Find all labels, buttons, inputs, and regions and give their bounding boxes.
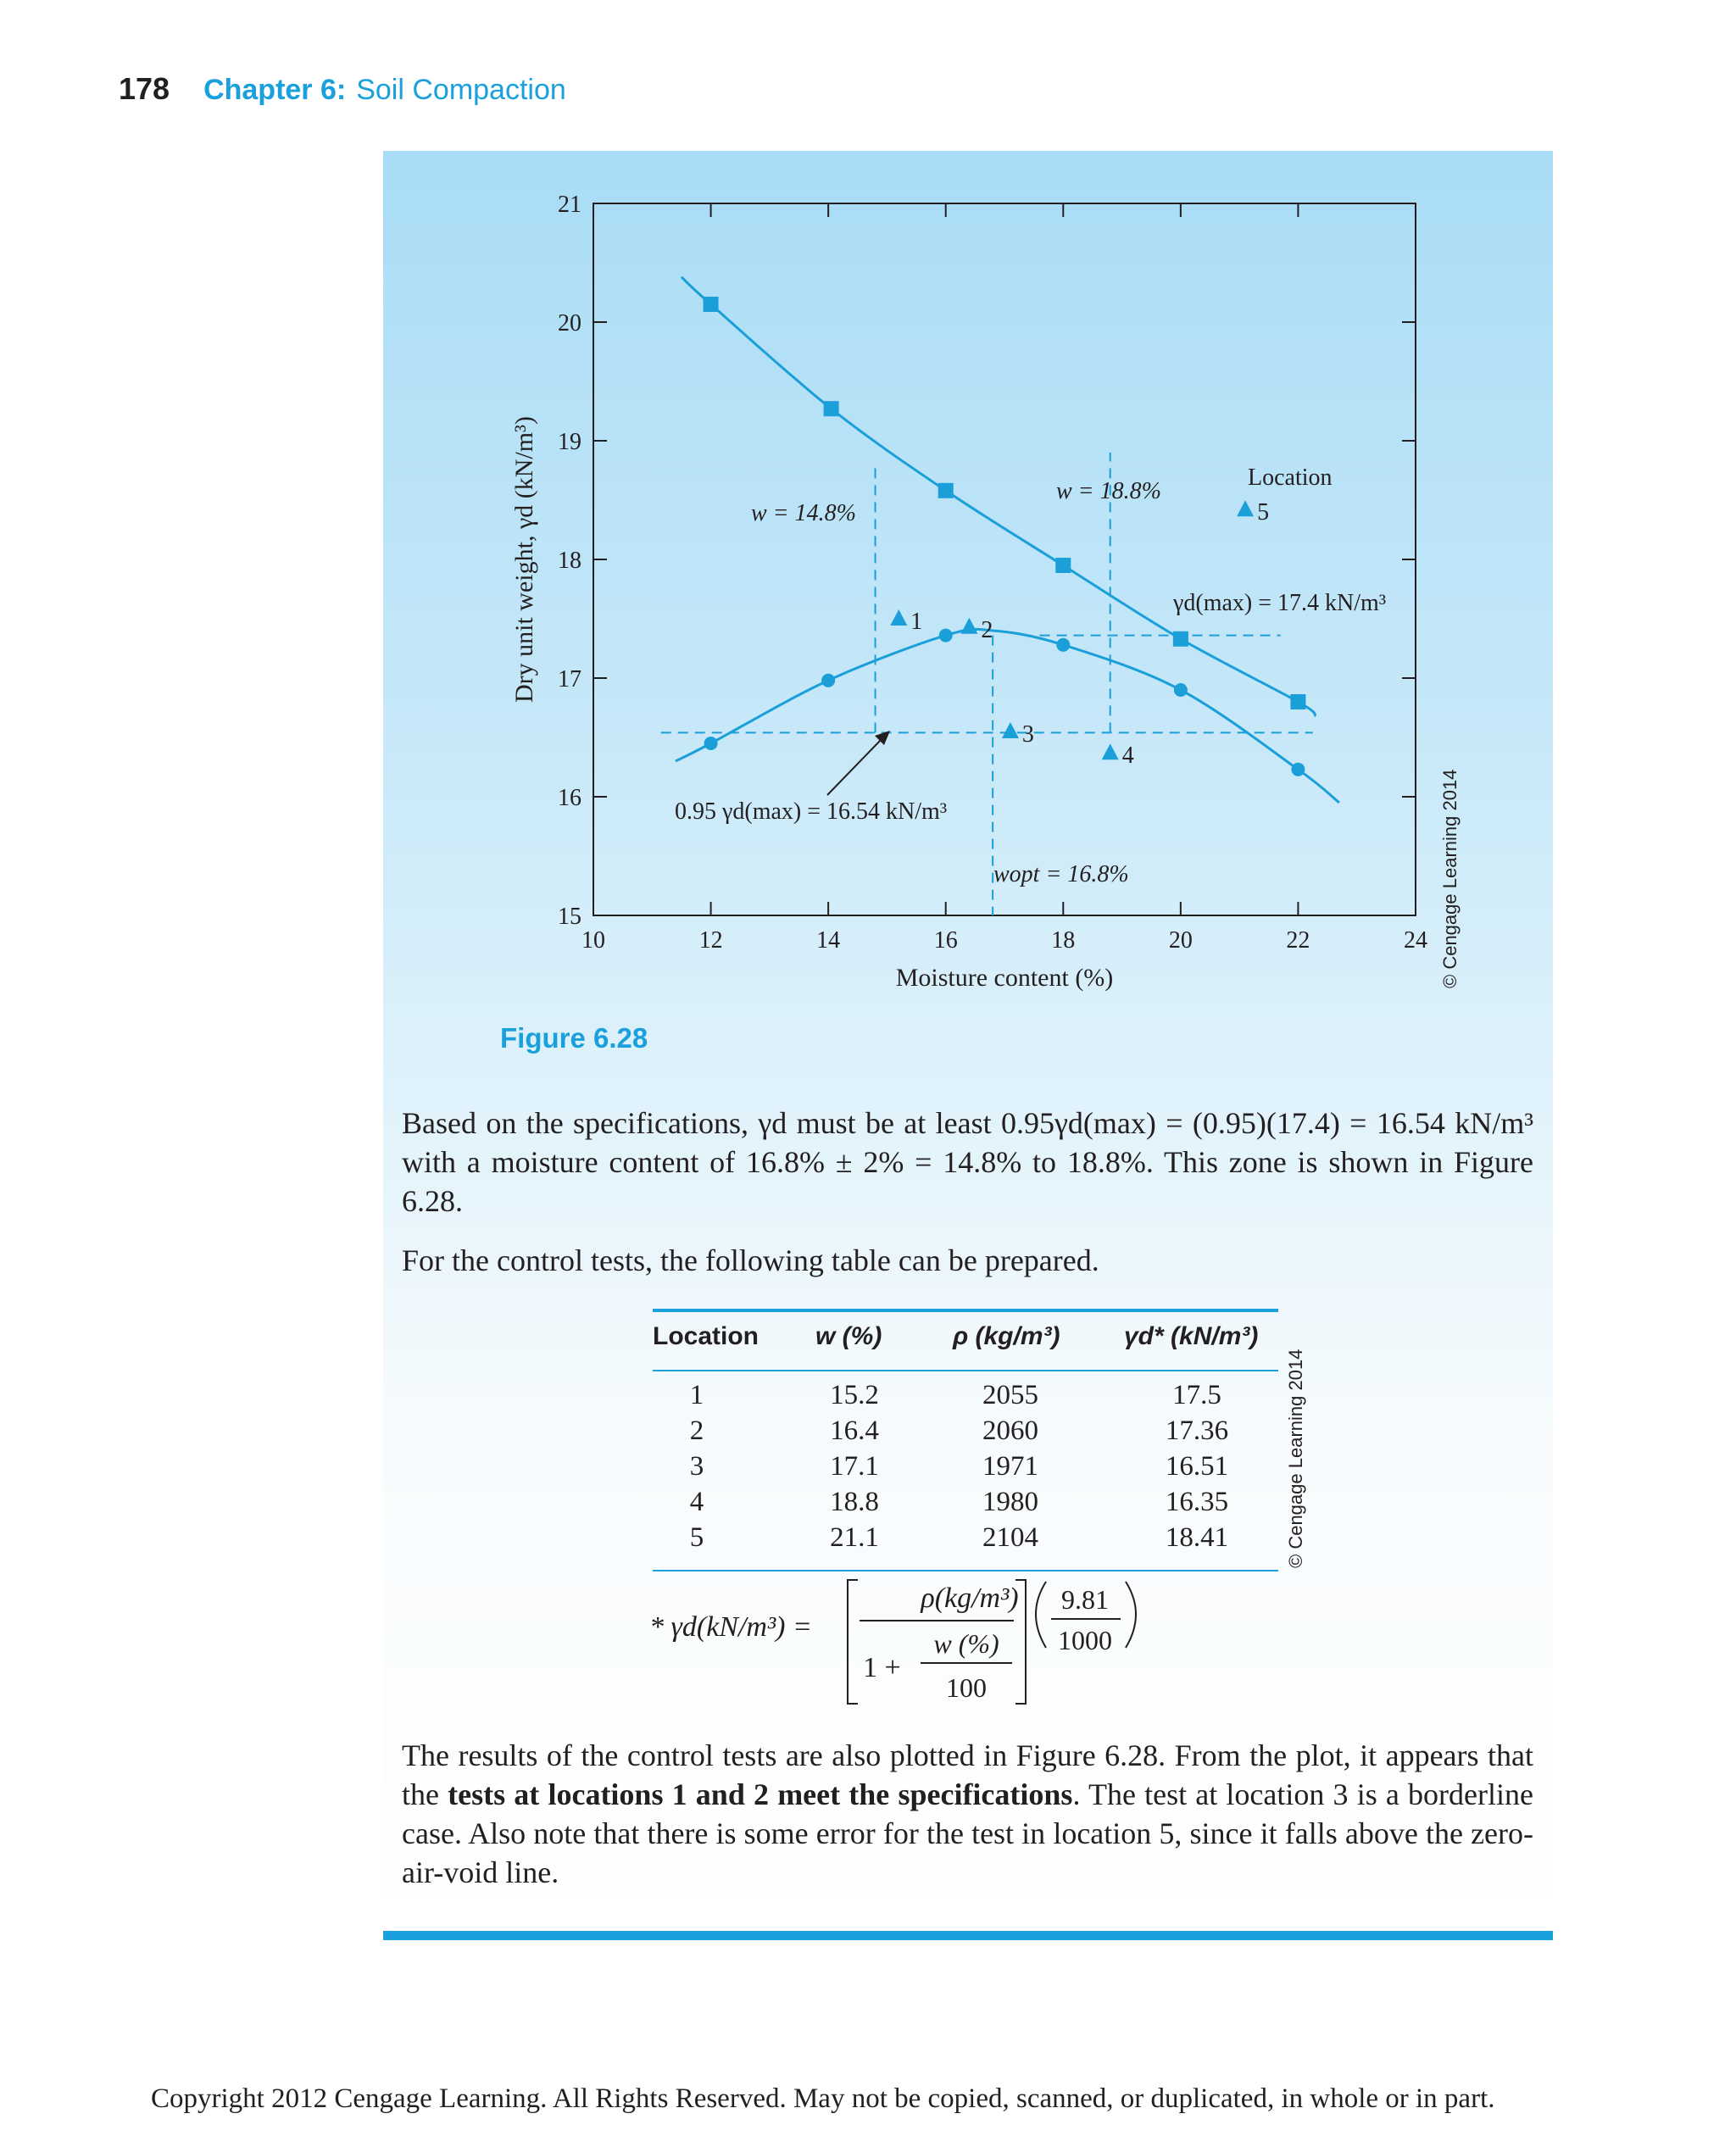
table-cell: 5 <box>689 1522 704 1553</box>
triangle-label-3: 3 <box>1021 721 1034 748</box>
square-marker <box>704 297 719 312</box>
x-axis-label: Moisture content (%) <box>895 964 1114 992</box>
results-text-b: . The test at location 3 is a borderline case. Also note that there is some error for the test in location 5, since it falls above the zero-air-void line. <box>402 1777 1533 1889</box>
circle-marker <box>704 737 718 750</box>
table-cell: 18.8 <box>830 1487 879 1517</box>
panel-bottom-rule <box>383 1931 1553 1940</box>
triangle-marker-3 <box>1002 722 1019 738</box>
x-tick-label: 18 <box>1051 927 1076 954</box>
annotation-w-low: w = 14.8% <box>751 500 856 526</box>
annotation-gamma-095: 0.95 γd(max) = 16.54 kN/m³ <box>675 798 948 825</box>
table-header-location: Location <box>653 1322 759 1350</box>
table-top-rule <box>653 1309 1278 1312</box>
triangle-label-1: 1 <box>910 609 923 635</box>
circle-marker <box>1056 638 1070 652</box>
table-cell: 16.4 <box>830 1416 879 1446</box>
circle-marker <box>821 674 835 687</box>
y-tick-label: 15 <box>558 904 581 930</box>
table-cell: 1 <box>689 1380 704 1410</box>
formula-factor-num: 9.81 <box>1061 1584 1109 1615</box>
table-credit: © Cengage Learning 2014 <box>1285 1349 1306 1568</box>
copyright-footer: Copyright 2012 Cengage Learning. All Rights Reserved. May not be copied, scanned, or duplicated, in whole or in part. <box>151 2083 1495 2114</box>
chapter-title: Soil Compaction <box>356 74 566 106</box>
y-tick-label: 17 <box>558 666 581 692</box>
circle-marker <box>1291 763 1305 776</box>
x-tick-label: 14 <box>816 927 841 954</box>
table-cell: 16.35 <box>1165 1487 1229 1517</box>
markers <box>704 297 1306 776</box>
table-header-w: w (%) <box>815 1322 882 1350</box>
triangle-marker-2 <box>960 618 977 634</box>
triangle-marker-1 <box>890 609 907 626</box>
x-tick-label: 24 <box>1404 927 1427 954</box>
square-marker <box>1055 558 1071 573</box>
paragraph-results <box>402 1736 1533 1892</box>
y-tick-label: 21 <box>558 192 581 218</box>
page-number: 178 <box>119 71 170 106</box>
table-cell: 2 <box>689 1416 704 1446</box>
square-marker <box>1173 631 1188 647</box>
table-cell: 18.41 <box>1165 1522 1229 1553</box>
y-tick-label: 19 <box>558 429 581 455</box>
formula-w-num: w (%) <box>933 1628 999 1659</box>
square-marker <box>938 483 954 498</box>
results-text-bold: tests at locations 1 and 2 meet the specifications <box>448 1777 1073 1811</box>
x-tick-label: 22 <box>1286 927 1310 954</box>
annotation-gamma-max: γd(max) = 17.4 kN/m³ <box>1173 590 1387 616</box>
square-marker <box>824 401 839 416</box>
x-tick-label: 12 <box>698 927 723 954</box>
table-cell: 1980 <box>982 1487 1038 1517</box>
table-cell: 2060 <box>982 1416 1038 1446</box>
annotation-w-high: w = 18.8% <box>1056 478 1161 504</box>
y-tick-label: 16 <box>558 785 581 811</box>
results-text-a: The results of the control tests are also plotted in Figure 6.28. From the plot, it appears that the <box>402 1738 1533 1811</box>
square-marker <box>1290 694 1305 709</box>
y-tick-label: 20 <box>558 310 581 337</box>
triangle-label-5: 5 <box>1257 499 1270 526</box>
table-bottom-rule <box>653 1570 1278 1571</box>
table-cell: 16.51 <box>1165 1451 1229 1482</box>
annotation-arrow-line <box>827 739 882 795</box>
formula-factor-den: 1000 <box>1058 1625 1112 1655</box>
curve-series-1 <box>676 629 1339 803</box>
triangle-label-2: 2 <box>981 616 993 643</box>
curves <box>676 277 1339 803</box>
annotation-location-title: Location <box>1248 464 1333 491</box>
table-cell: 15.2 <box>830 1380 879 1410</box>
triangle-marker-5 <box>1237 500 1254 516</box>
figure-credit: © Cengage Learning 2014 <box>1439 769 1461 988</box>
table-cell: 4 <box>689 1487 704 1517</box>
table-cell: 2104 <box>982 1522 1038 1553</box>
compaction-chart <box>0 0 1736 1060</box>
chapter-label: Chapter 6: <box>203 74 347 106</box>
table-cell: 1971 <box>982 1451 1038 1482</box>
table-header-rule <box>653 1370 1278 1371</box>
table-cell: 3 <box>689 1451 704 1482</box>
y-tick-label: 18 <box>558 548 581 574</box>
table-cell: 17.5 <box>1172 1380 1221 1410</box>
formula-one-plus: 1 + <box>863 1652 901 1683</box>
table-cell: 17.1 <box>830 1451 879 1482</box>
paragraph-table-intro: For the control tests, the following table can be prepared. <box>402 1243 1099 1277</box>
formula-lhs: * γd(kN/m³) = <box>649 1611 812 1643</box>
circle-marker <box>1174 683 1188 697</box>
table-cell: 2055 <box>982 1380 1038 1410</box>
triangle-label-4: 4 <box>1121 743 1134 770</box>
y-axis-label: Dry unit weight, γd (kN/m³) <box>510 415 538 704</box>
formula-numerator: ρ(kg/m³) <box>921 1582 1019 1614</box>
formula-w-den: 100 <box>946 1672 987 1703</box>
table-cell: 21.1 <box>830 1522 879 1553</box>
triangle-marker-4 <box>1102 743 1119 759</box>
figure-caption: Figure 6.28 <box>500 1022 648 1054</box>
table-cell: 17.36 <box>1165 1416 1229 1446</box>
x-tick-label: 20 <box>1168 927 1193 954</box>
paragraph-specification: Based on the specifications, γd must be at least 0.95γd(max) = (0.95)(17.4) = 16.54 kN/m³ with a moisture content of 16.8% ± 2% = 14.8% to 18.8%. This zone is shown in Figure 6.28. <box>402 1106 1533 1218</box>
x-tick-label: 16 <box>933 927 958 954</box>
curve-series-0 <box>682 277 1316 716</box>
circle-marker <box>939 629 953 642</box>
table-header-gamma: γd* (kN/m³) <box>1124 1322 1259 1350</box>
x-tick-label: 10 <box>581 927 605 954</box>
annotation-w-opt: wopt = 16.8% <box>993 861 1129 887</box>
table-header-rho: ρ (kg/m³) <box>953 1322 1060 1350</box>
